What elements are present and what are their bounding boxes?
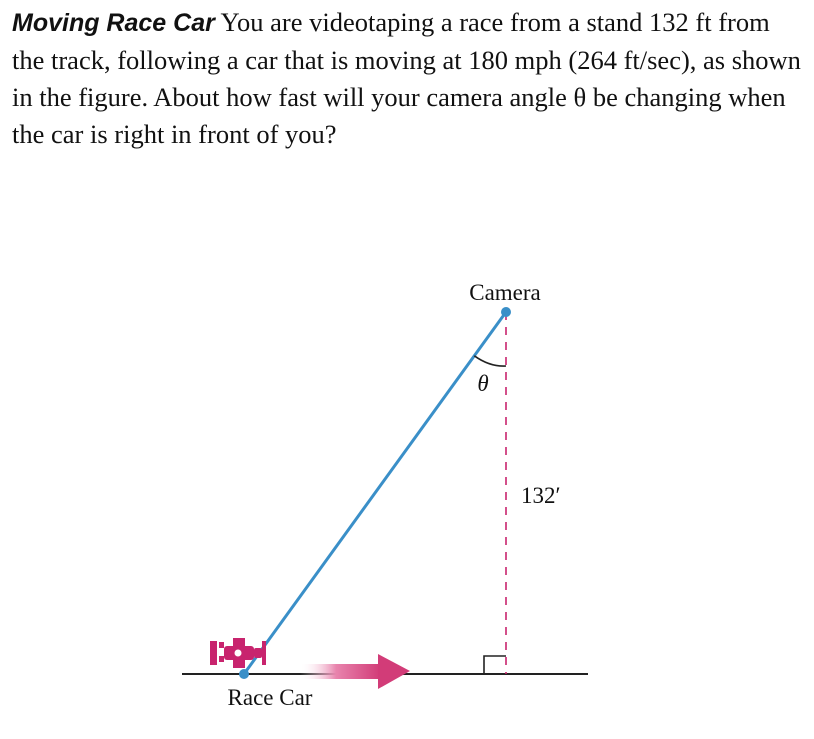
car-point xyxy=(239,669,249,679)
motion-arrow xyxy=(300,654,410,689)
race-car-label: Race Car xyxy=(227,685,313,710)
right-angle-marker xyxy=(484,656,506,674)
camera-label: Camera xyxy=(469,280,541,305)
distance-label: 132′ xyxy=(521,483,561,508)
angle-label: θ xyxy=(477,371,489,396)
angle-arc xyxy=(474,356,506,366)
camera-point xyxy=(501,307,511,317)
race-car-icon xyxy=(210,638,266,668)
problem-title: Moving Race Car xyxy=(12,9,215,37)
problem-body: You are videotaping a race from a stand 132 ft from the track, following a car that is moving at 180 mph (264 ft/sec), as shown in the figure. About how fast will your camera angle θ be changing when the car is right in front of you? xyxy=(12,7,801,149)
line-of-sight xyxy=(244,312,506,674)
